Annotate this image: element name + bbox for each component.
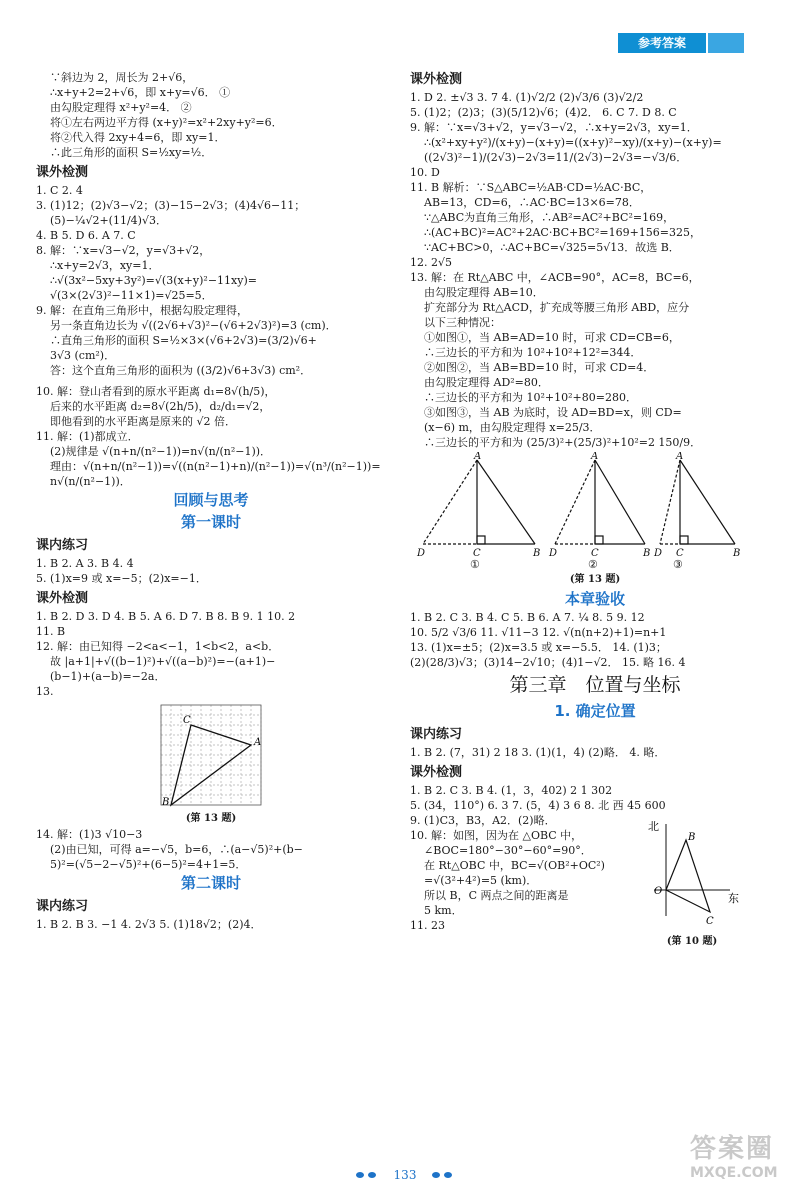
text-line: 14. 解：(1)3 √10−3 <box>36 828 143 841</box>
watermark-domain: MXQE.COM <box>690 1165 778 1181</box>
triangle-case-2 <box>555 460 645 544</box>
text-line: 1. B 2. C 3. B 4. C 5. B 6. A 7. ¼ 8. 5 9. 12 <box>410 611 645 624</box>
label-a: A <box>676 452 684 462</box>
east-label: 东 <box>728 892 739 905</box>
footer-dot <box>368 1172 376 1178</box>
text-line: ∴三边长的平方和为 10²+10²+80=280． <box>424 391 637 404</box>
text-line: ∴(x²+xy+y²)/(x+y)−(x+y)=((x+y)²−xy)/(x+y)−(x+y)= <box>424 136 722 149</box>
text-line: 以下三种情况： <box>424 316 501 329</box>
text-line: 由勾股定理得 AB=10． <box>424 286 544 299</box>
lesson-title: 第二课时 <box>180 874 241 892</box>
text-line: 在 Rt△OBC 中，BC=√(OB²+OC²) <box>424 859 605 872</box>
north-label: 北 <box>648 820 659 833</box>
watermark-text: 答案圈 <box>690 1134 775 1164</box>
text-line: 1. C 2. 4 <box>36 184 83 197</box>
review-title: 回顾与思考 <box>173 491 249 509</box>
text-line: 8. 解：∵x=√3−√2，y=√3+√2， <box>36 244 211 257</box>
left-column <box>36 70 386 932</box>
figure-caption: (第 13 题) <box>569 574 621 585</box>
footer-dot <box>432 1172 440 1178</box>
text-line: 9. 解：在直角三角形中，根据勾股定理得， <box>36 304 248 317</box>
label-a: A <box>591 452 599 462</box>
text-line: 1. D 2. ±√3 3. 7 4. (1)√2/2 (2)√3/6 (3)√2/2 <box>410 91 644 104</box>
label-d: D <box>417 548 426 559</box>
text-line: 4. B 5. D 6. A 7. C <box>36 229 136 242</box>
text-line: ∴√(3x²−5xy+3y²)=√(3(x+y)²−11xy)= <box>50 274 257 287</box>
footer-dot <box>356 1172 364 1178</box>
text-line: 1. B 2. C 3. B 4. (1，3，402) 2 1 302 <box>410 784 613 797</box>
text-line: ∴此三角形的面积 S=½xy=½． <box>50 146 213 159</box>
section-heading: 课内练习 <box>36 899 89 914</box>
text-line: 10. 解：登山者看到的原水平距离 d₁=8√(h/5)， <box>36 385 276 398</box>
text-line: (2)(28/3)√3；(3)14−2√10；(4)1−√2． 15. 略 16. 4 <box>410 656 686 669</box>
page-number: 133 <box>393 1168 417 1182</box>
text-line: ((2√3)²−1)/(2√3)−2√3=11/(2√3)−2√3=−√3/6． <box>424 151 688 164</box>
text-line: 所以 B，C 两点之间的距离是 <box>424 889 569 902</box>
right-column <box>410 70 780 948</box>
text-line: 10. 解：如图，因为在 △OBC 中， <box>410 829 583 842</box>
text-line: ∠BOC=180°−30°−60°=90°． <box>424 844 592 857</box>
vertex-label-b: B <box>162 797 170 808</box>
text-line: 另一条直角边长为 √((2√6+√3)²−(√6+2√3)²)=3 (cm)． <box>50 319 337 332</box>
text-line: ∴直角三角形的面积 S=½×3×(√6+2√3)=(3/2)√6+ <box>50 334 317 347</box>
text-line: (x−6) m，由勾股定理得 x=25/3． <box>424 421 601 434</box>
header-tab <box>708 33 744 53</box>
point-c-label: C <box>706 916 714 927</box>
text-line: 12. 解：由已知得 −2<a<−1，1<b<2，a<b． <box>36 640 280 653</box>
chapter-review-title: 本章验收 <box>564 590 625 608</box>
text-line: 由勾股定理得 AD²=80． <box>424 376 549 389</box>
text-line: 3. (1)12；(2)√3−√2；(3)−15−2√3；(4)4√6−11； <box>36 199 306 212</box>
text-line: ∴x+y=2√3，xy=1． <box>50 259 160 272</box>
right-lines-e <box>410 828 630 933</box>
triangle-case-1 <box>423 460 535 544</box>
text-line: 由勾股定理得 x²+y²=4． ② <box>50 101 192 114</box>
text-line: ∴三边长的平方和为 10²+10²+12²=344． <box>424 346 642 359</box>
lesson-title: 1. 确定位置 <box>554 702 636 720</box>
text-line: 5. (1)x=9 或 x=−5；(2)x=−1． <box>36 572 207 585</box>
origin-label: O <box>654 886 663 897</box>
text-line: 3√3 (cm²)． <box>50 349 116 362</box>
text-line: ∴x+y+2=2+√6，即 x+y=√6． ① <box>50 86 231 99</box>
text-line: 13. 解：在 Rt△ABC 中，∠ACB=90°，AC=8，BC=6， <box>410 271 700 284</box>
case-number: ① <box>470 558 480 570</box>
text-line: 5)²=(√5−2−√5)²+(6−5)²=4+1=5． <box>50 858 247 871</box>
text-line: (5)−¼√2+(11/4)√3． <box>50 214 167 227</box>
text-line: ∵△ABC为直角三角形，∴AB²=AC²+BC²=169， <box>424 211 675 224</box>
text-line: AB=13，CD=6，∴AC·BC=13×6=78． <box>424 196 640 209</box>
chapter-title: 第三章 位置与坐标 <box>509 674 681 696</box>
text-line: (2)规律是 √(n+n/(n²−1))=n√(n/(n²−1))． <box>50 445 272 458</box>
vertex-label-c: C <box>183 715 191 726</box>
right-lines-a <box>410 90 780 450</box>
lesson-title: 第一课时 <box>180 513 241 531</box>
triangle-case-3 <box>660 460 735 544</box>
grid-figure <box>151 701 271 809</box>
text-line: 答：这个直角三角形的面积为 ((3/2)√6+3√3) cm²． <box>50 364 312 377</box>
label-b: B <box>733 548 741 559</box>
text-line: (2)由已知，可得 a=−√5，b=6，∴(a−√5)²+(b− <box>50 843 303 856</box>
text-line: ∵AC+BC>0，∴AC+BC=√325=5√13．故选 B． <box>424 241 680 254</box>
page-footer <box>350 1165 460 1185</box>
text-line: 1. B 2. A 3. B 4. 4 <box>36 557 134 570</box>
label-c: C <box>591 548 599 559</box>
text-line: 后来的水平距离 d₂=8√(2h/5)，d₂/d₁=√2， <box>50 400 271 413</box>
watermark-logo <box>690 1134 800 1190</box>
text-line: 理由：√(n+n/(n²−1))=√((n(n²−1)+n)/(n²−1))=√(n³/(n²−1))= <box>50 460 381 473</box>
section-header <box>618 33 744 53</box>
compass-figure <box>640 816 750 934</box>
text-line: (b−1)+(a−b)=−2a． <box>50 670 166 683</box>
footer-dot <box>444 1172 452 1178</box>
label-d: D <box>549 548 558 559</box>
text-line: 10. 5/2 √3/6 11. √11−3 12. √(n(n+2)+1)=n+1 <box>410 626 667 639</box>
text-line: 1. B 2. D 3. D 4. B 5. A 6. D 7. B 8. B 9. 1 10. 2 <box>36 610 296 623</box>
text-line: ∴(AC+BC)²=AC²+2AC·BC+BC²=169+156=325， <box>424 226 702 239</box>
text-line: ②如图②，当 AB=BD=10 时，可求 CD=4． <box>424 361 655 374</box>
text-line: 12. 2√5 <box>410 256 452 269</box>
section-heading: 课外检测 <box>36 165 89 180</box>
text-line: 即他看到的水平距离是原来的 √2 倍． <box>50 415 236 428</box>
section-heading: 课外检测 <box>36 591 89 606</box>
label-c: C <box>473 548 481 559</box>
text-line: 5 km． <box>424 904 463 917</box>
text-line: ③如图③，当 AB 为底时，设 AD=BD=x，则 CD= <box>424 406 682 419</box>
left-lines-d <box>36 609 386 699</box>
section-heading: 课内练习 <box>36 538 89 553</box>
section-heading: 课外检测 <box>410 765 463 780</box>
text-line: 将②代入得 2xy+4=6，即 xy=1． <box>50 131 226 144</box>
text-line: 11. 23 <box>410 919 445 932</box>
grid-lines <box>161 705 261 805</box>
text-line: ∵斜边为 2，周长为 2+√6， <box>50 71 194 84</box>
text-line: 1. B 2. B 3. −1 4. 2√3 5. (1)18√2；(2)4． <box>36 918 262 931</box>
text-line: n√(n/(n²−1))． <box>50 475 131 488</box>
text-line: 9. (1)C3，B3，A2．(2)略． <box>410 814 556 827</box>
vertex-label-a: A <box>254 737 262 748</box>
label-b: B <box>533 548 541 559</box>
text-line: 5. (34，110°) 6. 3 7. (5，4) 3 6 8. 北 西 45 600 <box>410 799 666 812</box>
text-line: 13. (1)x=±5；(2)x=3.5 或 x=−5.5． 14. (1)3； <box>410 641 667 654</box>
text-line: 9. 解：∵x=√3+√2，y=√3−√2，∴x+y=2√3，xy=1． <box>410 121 698 134</box>
text-line: 将①左右两边平方得 (x+y)²=x²+2xy+y²=6． <box>50 116 283 129</box>
label-d: D <box>654 548 663 559</box>
text-line: 13. <box>36 685 54 698</box>
label-c: C <box>676 548 684 559</box>
triangles-figure <box>415 452 775 570</box>
text-line: =√(3²+4²)=5 (km)． <box>424 874 538 887</box>
label-a: A <box>474 452 482 462</box>
figure-caption: (第 10 题) <box>666 936 718 947</box>
text-line: 故 |a+1|+√((b−1)²)+√((a−b)²)=−(a+1)− <box>50 655 276 668</box>
case-number: ② <box>588 558 598 570</box>
case-number: ③ <box>673 558 683 570</box>
text-line: 5. (1)2；(2)3；(3)(5/12)√6；(4)2． 6. C 7. D 8. C <box>410 106 677 119</box>
left-lines-b <box>36 183 386 489</box>
point-b-label: B <box>688 832 696 843</box>
left-lines-e <box>36 827 386 872</box>
right-lines-b <box>410 610 780 670</box>
text-line: √(3×(2√3)²−11×1)=√25=5． <box>50 289 213 302</box>
text-line: ∴三边长的平方和为 (25/3)²+(25/3)²+10²=2 150/9． <box>424 436 702 449</box>
left-lines-c <box>36 556 386 586</box>
label-b: B <box>643 548 651 559</box>
text-line: 1. B 2. (7，31) 2 18 3. (1)(1，4) (2)略． 4. 略． <box>410 746 666 759</box>
section-heading: 课外检测 <box>410 72 463 87</box>
text-line: 11. 解：(1)都成立． <box>36 430 139 443</box>
text-line: 11. B <box>36 625 66 638</box>
header-label: 参考答案 <box>618 33 706 53</box>
section-heading: 课内练习 <box>410 727 463 742</box>
text-line: ①如图①，当 AB=AD=10 时，可求 CD=CB=6， <box>424 331 680 344</box>
text-line: 扩充部分为 Rt△ACD，扩充成等腰三角形 ABD，应分 <box>424 301 690 314</box>
left-lines-a <box>36 70 386 160</box>
text-line: 10. D <box>410 166 440 179</box>
figure-caption: (第 13 题) <box>185 813 237 824</box>
text-line: 11. B 解析：∵S△ABC=½AB·CD=½AC·BC， <box>410 181 652 194</box>
